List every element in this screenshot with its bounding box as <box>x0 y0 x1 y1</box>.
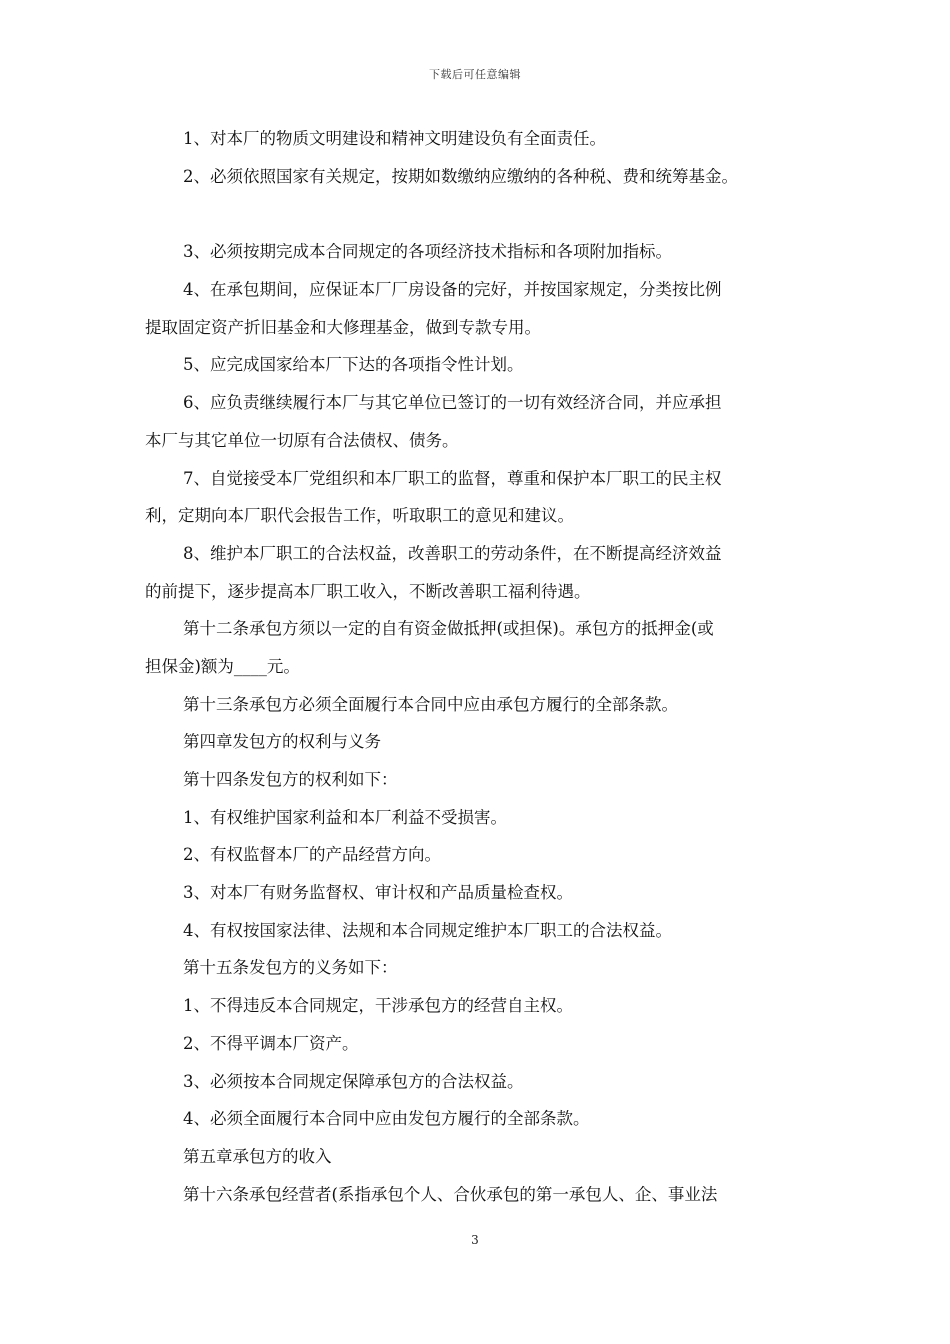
chapter-heading: 第五章承包方的收入 <box>183 1146 332 1166</box>
paragraph-line: 第十三条承包方必须全面履行本合同中应由承包方履行的全部条款。 <box>183 694 678 714</box>
paragraph-line: 第十二条承包方须以一定的自有资金做抵押(或担保)。承包方的抵押金(或 <box>183 619 714 639</box>
paragraph-line: 利，定期向本厂职代会报告工作，听取职工的意见和建议。 <box>145 506 574 526</box>
paragraph-line: 1、不得违反本合同规定，干涉承包方的经营自主权。 <box>183 996 573 1016</box>
paragraph-line: 第十六条承包经营者(系指承包个人、合伙承包的第一承包人、企、事业法 <box>183 1184 718 1204</box>
article-heading: 第十五条发包方的义务如下： <box>183 958 398 978</box>
paragraph-line: 的前提下，逐步提高本厂职工收入，不断改善职工福利待遇。 <box>145 581 591 601</box>
paragraph-line: 提取固定资产折旧基金和大修理基金，做到专款专用。 <box>145 317 541 337</box>
paragraph-line: 5、应完成国家给本厂下达的各项指令性计划。 <box>183 355 524 375</box>
paragraph-line: 担保金)额为____元。 <box>145 656 300 676</box>
paragraph-gap <box>145 199 815 237</box>
paragraph-line: 1、有权维护国家利益和本厂利益不受损害。 <box>183 807 507 827</box>
paragraph-line: 3、必须按期完成本合同规定的各项经济技术指标和各项附加指标。 <box>183 242 672 262</box>
paragraph-line: 6、应负责继续履行本厂与其它单位已签订的一切有效经济合同，并应承担 <box>183 393 722 413</box>
page-number: 3 <box>471 1233 479 1247</box>
paragraph-line: 8、维护本厂职工的合法权益，改善职工的劳动条件，在不断提高经济效益 <box>183 543 722 563</box>
document-body <box>145 124 815 1217</box>
paragraph-line: 4、在承包期间，应保证本厂厂房设备的完好，并按国家规定，分类按比例 <box>183 280 722 300</box>
chapter-heading: 第四章发包方的权利与义务 <box>183 732 381 752</box>
paragraph-line: 4、必须全面履行本合同中应由发包方履行的全部条款。 <box>183 1109 590 1129</box>
paragraph-line: 2、有权监督本厂的产品经营方向。 <box>183 845 441 865</box>
paragraph-line: 3、必须按本合同规定保障承包方的合法权益。 <box>183 1071 524 1091</box>
paragraph-line: 7、自觉接受本厂党组织和本厂职工的监督，尊重和保护本厂职工的民主权 <box>183 468 722 488</box>
paragraph-line: 2、必须依照国家有关规定，按期如数缴纳应缴纳的各种税、费和统筹基金。 <box>183 166 738 186</box>
paragraph-line: 4、有权按国家法律、法规和本合同规定维护本厂职工的合法权益。 <box>183 920 672 940</box>
paragraph-line: 1、对本厂的物质文明建设和精神文明建设负有全面责任。 <box>183 129 606 148</box>
paragraph-line: 2、不得平调本厂资产。 <box>183 1033 359 1053</box>
article-heading: 第十四条发包方的权利如下： <box>183 770 398 789</box>
page-header: 下载后可任意编辑 <box>429 68 521 81</box>
paragraph-line: 本厂与其它单位一切原有合法债权、债务。 <box>145 430 459 450</box>
paragraph-line: 3、对本厂有财务监督权、审计权和产品质量检查权。 <box>183 883 573 903</box>
